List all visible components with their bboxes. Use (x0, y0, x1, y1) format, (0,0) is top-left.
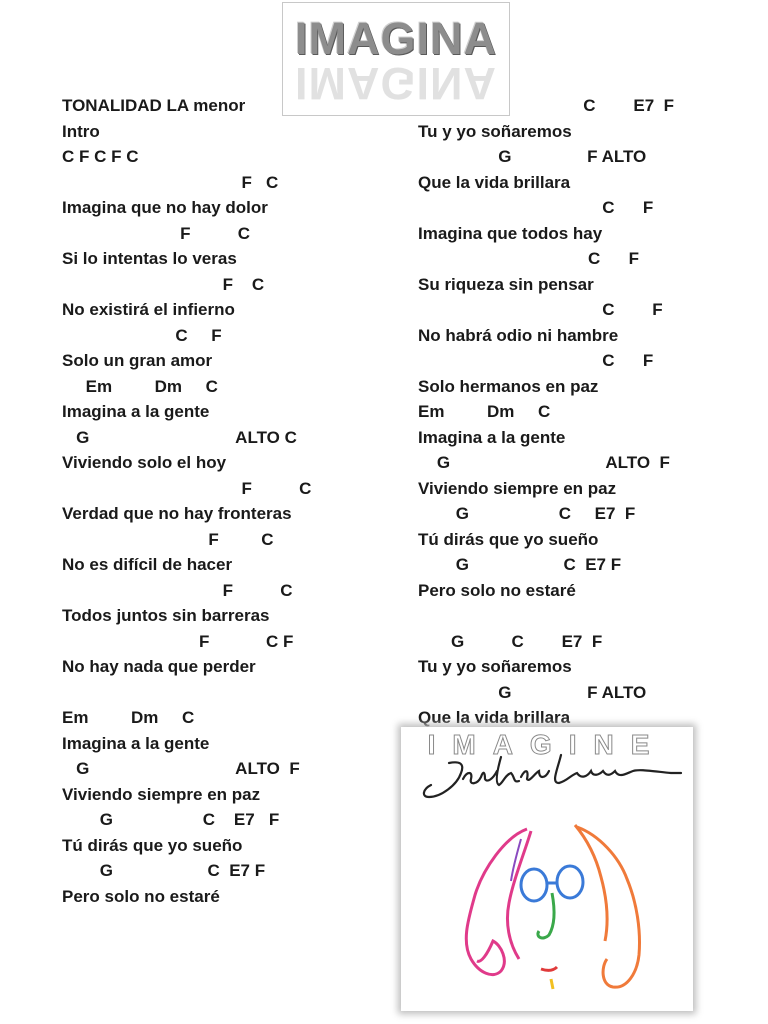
lyric-line: Verdad que no hay fronteras (62, 504, 292, 523)
lyric-line: Que la vida brillara (418, 708, 571, 727)
lyric-line: Imagina que todos hay (418, 223, 603, 243)
lyric-line: Imagina a la gente (62, 733, 210, 753)
lyric-line: G C E7 F (418, 555, 622, 574)
lyric-line: Imagina que no hay dolor (62, 198, 268, 217)
face-pink-outline (466, 829, 531, 975)
lyric-line: F C (62, 223, 250, 243)
title-reflection: IMAGINA (295, 58, 497, 109)
lyric-line: Pero solo no estaré (62, 886, 220, 906)
lyric-line: TONALIDAD LA menor (62, 96, 246, 115)
lyric-line: Em Dm C (62, 376, 218, 396)
lyric-line: Tu y yo soñaremos (418, 657, 572, 676)
lyric-line (62, 680, 311, 706)
lyric-line: G C E7 F (62, 861, 266, 880)
left-lyrics-column (62, 93, 311, 909)
lyric-line: Intro (62, 121, 100, 141)
title-text: IMAGINA (295, 13, 497, 64)
lyric-line: F C (62, 529, 274, 549)
lyric-line: Imagina a la gente (418, 427, 566, 447)
lyric-line: C F (62, 325, 222, 345)
left-eye (521, 869, 547, 901)
right-eye (557, 866, 583, 898)
lyric-line: Imagina a la gente (62, 402, 210, 421)
lyric-line: F C (62, 274, 265, 294)
chin-mark (551, 979, 553, 989)
lyric-line: Viviendo solo el hoy (62, 453, 227, 472)
lyric-line: G C E7 F (418, 631, 603, 651)
lyric-line: Tu y yo soñaremos (418, 121, 572, 141)
lyric-line: C F (418, 300, 663, 319)
album-cover-image (401, 727, 693, 1011)
lyric-line: G C E7 F (62, 810, 280, 829)
lyric-line: No habrá odio ni hambre (418, 325, 619, 345)
lyric-line: G C E7 F (418, 504, 636, 523)
lyric-line: F C (62, 172, 279, 192)
lyric-line: Solo hermanos en paz (418, 376, 599, 396)
lyric-line: Su riqueza sin pensar (418, 274, 594, 294)
lyric-line: Tú dirás que yo sueño (62, 835, 243, 855)
lyric-line: Viviendo siempre en paz (62, 784, 261, 804)
lyric-line: Em Dm C (62, 708, 195, 727)
lyric-line: G ALTO F (62, 759, 300, 778)
lyric-line: C E7 F (418, 96, 674, 115)
lyric-line: G ALTO C (62, 427, 297, 447)
lyric-line: G ALTO F (418, 453, 670, 472)
lyric-line: No hay nada que perder (62, 657, 256, 676)
lyric-line: Tú dirás que yo sueño (418, 529, 599, 549)
lyric-line: Em Dm C (418, 402, 551, 421)
lyric-line: C F (418, 351, 654, 370)
lyric-line (418, 603, 674, 629)
face-orange-outline (575, 825, 640, 987)
lyric-line: Pero solo no estaré (418, 580, 576, 600)
album-drawing (401, 727, 693, 1011)
album-title: IMAGINE (427, 729, 667, 760)
lyric-line: Todos juntos sin barreras (62, 606, 270, 625)
lyric-line: Que la vida brillara (418, 172, 571, 192)
lyric-line: Viviendo siempre en paz (418, 478, 617, 498)
lyric-line: C F (418, 198, 654, 217)
lyric-line: No existirá el infierno (62, 300, 235, 319)
lyric-line: G F ALTO (418, 147, 647, 166)
lyric-line: F C (62, 478, 312, 498)
lyric-line: No es difícil de hacer (62, 555, 233, 574)
lyric-line: F C (62, 580, 293, 600)
lyric-line: F C F (62, 631, 294, 651)
lyric-line: C F (418, 249, 640, 268)
lyric-line: C F C F C (62, 147, 139, 166)
lyric-line: G F ALTO (418, 682, 647, 702)
lyric-line: Si lo intentas lo veras (62, 249, 237, 268)
lyric-line: Solo un gran amor (62, 351, 213, 370)
mouth (541, 967, 557, 970)
right-lyrics-column (418, 93, 674, 731)
signature-drawing (424, 755, 681, 797)
